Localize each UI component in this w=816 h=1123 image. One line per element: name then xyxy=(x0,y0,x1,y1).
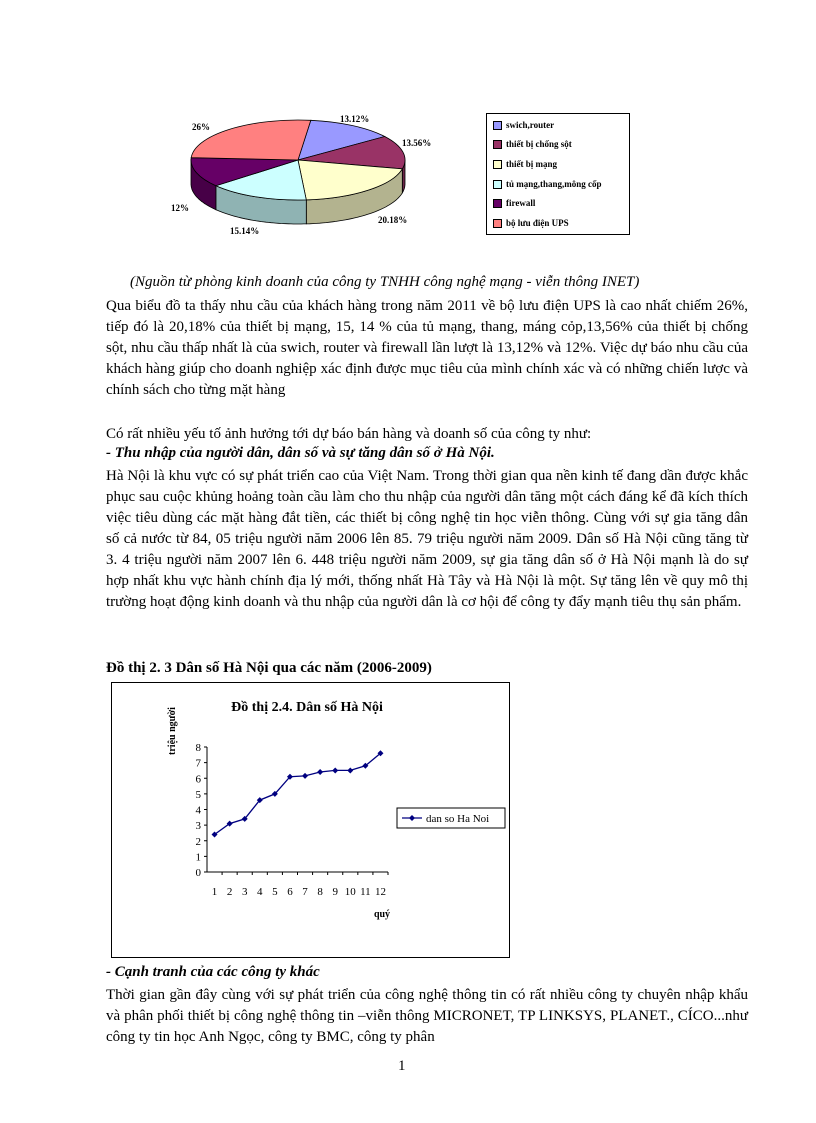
pie-label-network: 20.18% xyxy=(378,215,408,225)
legend-label: swich,router xyxy=(506,120,555,130)
x-tick-label: 1 xyxy=(211,886,218,898)
legend-swatch xyxy=(493,219,502,228)
y-tick-label: 6 xyxy=(195,773,201,786)
y-tick-label: 1 xyxy=(195,851,201,864)
x-tick-label: 6 xyxy=(287,886,293,898)
pie-label-firewall: 12% xyxy=(171,203,189,213)
x-axis-label: quý xyxy=(373,909,391,920)
legend-label: tủ mạng,thang,mông cốp xyxy=(506,179,602,189)
legend-label: firewall xyxy=(506,198,536,208)
legend-item xyxy=(493,139,572,149)
legend-swatch xyxy=(493,199,502,208)
x-tick-label: 5 xyxy=(272,886,278,898)
x-tick-label: 3 xyxy=(241,886,248,898)
legend-item xyxy=(493,159,557,169)
chart-axes xyxy=(207,747,388,872)
y-tick-label: 0 xyxy=(195,867,201,879)
legend-item xyxy=(493,120,554,130)
legend-item xyxy=(493,218,569,228)
y-axis-label: triệu người xyxy=(167,707,178,755)
pie-label-switch: 13.12% xyxy=(340,114,370,124)
paragraph-analysis: Qua biểu đồ ta thấy nhu cầu của khách hàng trong năm 2011 về bộ lưu điện UPS là cao nhất chiếm 26%, tiếp đó là 20,18% của thiết bị mạng, 15, 14 % của tủ mạng, thang, máng cỏp,13,56% của thiết bị chống sột, nhu cầu thấp nhất là của swich, router và firewall lần lượt là 13,12% và 12%. Việc dự báo nhu cầu của khách hàng giúp cho doanh nghiệp xác định được mục tiêu của mình chính xác và có những chiến lược và chính sách cho từng mặt hàng xyxy=(106,298,748,398)
pie-legend xyxy=(486,113,630,235)
y-tick-label: 4 xyxy=(195,804,201,817)
paragraph-competition: Thời gian gần đây cùng với sự phát triển của công nghệ thông tin có rất nhiều công ty chuyên nhập khẩu và phân phối thiết bị công nghệ thông tin –viễn thông MICRONET, TP LINKSYS, PLANET., CÍCO...như công ty tin học Anh Ngọc, công ty BMC, công ty phân xyxy=(106,987,748,1045)
legend-swatch xyxy=(493,140,502,149)
x-tick-label: 8 xyxy=(317,886,323,898)
pie-label-cabinet: 15.14% xyxy=(230,226,260,236)
pie-label-lightning: 13.56% xyxy=(402,138,432,148)
legend-label: thiết bị mạng xyxy=(506,159,558,169)
paragraph-hanoi: Hà Nội là khu vực có sự phát triển cao của Việt Nam. Trong thời gian qua nền kinh tế đang dần được khắc phục sau cuộc khủng hoảng toàn cầu làm cho thu nhập của người dân tăng một cách đáng kể đã kích thích việc tiêu dùng các mặt hàng đắt tiền, các thiết bị công nghệ tin học viễn thông. Cùng với sự gia tăng dân số cả nước từ 84, 05 triệu người năm 2006 lên 85. 79 triệu người năm 2009. Dân số Hà Nội cũng tăng từ 3. 4 triệu người năm 2007 lên 6. 448 triệu người năm 2009, sự gia tăng dân số ở Hà Nội mạnh là do sự hợp nhất khu vực hành chính địa lý mới, thống nhất Hà Tây và Hà Nội là một. Sự tăng lên về quy mô thị trường hoạt động kinh doanh và thu nhập của người dân là cơ hội để công ty đẩy mạnh tiêu thụ sản phẩm. xyxy=(106,468,748,610)
legend-swatch xyxy=(493,121,502,130)
y-tick-label: 5 xyxy=(195,788,201,801)
x-tick-label: 7 xyxy=(302,886,308,898)
x-tick-label: 4 xyxy=(257,886,263,898)
page-number: 1 xyxy=(398,1058,406,1074)
x-tick-label: 11 xyxy=(360,886,371,898)
line-chart xyxy=(111,682,510,958)
data-point xyxy=(347,767,353,773)
x-tick-label: 12 xyxy=(374,886,386,898)
data-point xyxy=(302,773,308,779)
legend-label: bộ lưu điện UPS xyxy=(506,218,569,228)
series-line xyxy=(215,753,381,834)
legend-swatch xyxy=(493,160,502,169)
legend-item xyxy=(493,179,602,189)
paragraph-factors: Có rất nhiều yếu tố ảnh hưởng tới dự báo bán hàng và doanh số của công ty như: xyxy=(106,426,592,442)
legend-item xyxy=(493,198,535,208)
source-note: (Nguồn từ phòng kinh doanh của công ty TNHH công nghệ mạng - viễn thông INET) xyxy=(130,274,640,290)
legend-label: thiết bị chống sột xyxy=(506,139,572,149)
legend-label: dan so Ha Noi xyxy=(426,813,490,825)
y-tick-label: 3 xyxy=(195,820,201,833)
line-chart-svg xyxy=(112,683,509,957)
x-tick-label: 10 xyxy=(344,886,356,898)
figure-caption: Đồ thị 2. 3 Dân số Hà Nội qua các năm (2006-2009) xyxy=(106,660,432,676)
y-tick-label: 8 xyxy=(195,742,201,754)
data-point xyxy=(332,767,338,773)
section-heading-income: - Thu nhập của người dân, dân số và sự tăng dân số ở Hà Nội. xyxy=(106,445,495,461)
legend-swatch xyxy=(493,180,502,189)
y-tick-label: 7 xyxy=(195,757,201,770)
x-tick-label: 9 xyxy=(332,886,338,898)
y-tick-label: 2 xyxy=(195,835,201,848)
x-tick-label: 2 xyxy=(226,886,233,898)
pie-label-ups: 26% xyxy=(192,122,210,132)
chart-title: Đồ thị 2.4. Dân số Hà Nội xyxy=(231,700,383,715)
section-heading-competition: - Cạnh tranh của các công ty khác xyxy=(106,964,320,980)
data-point xyxy=(317,769,323,775)
